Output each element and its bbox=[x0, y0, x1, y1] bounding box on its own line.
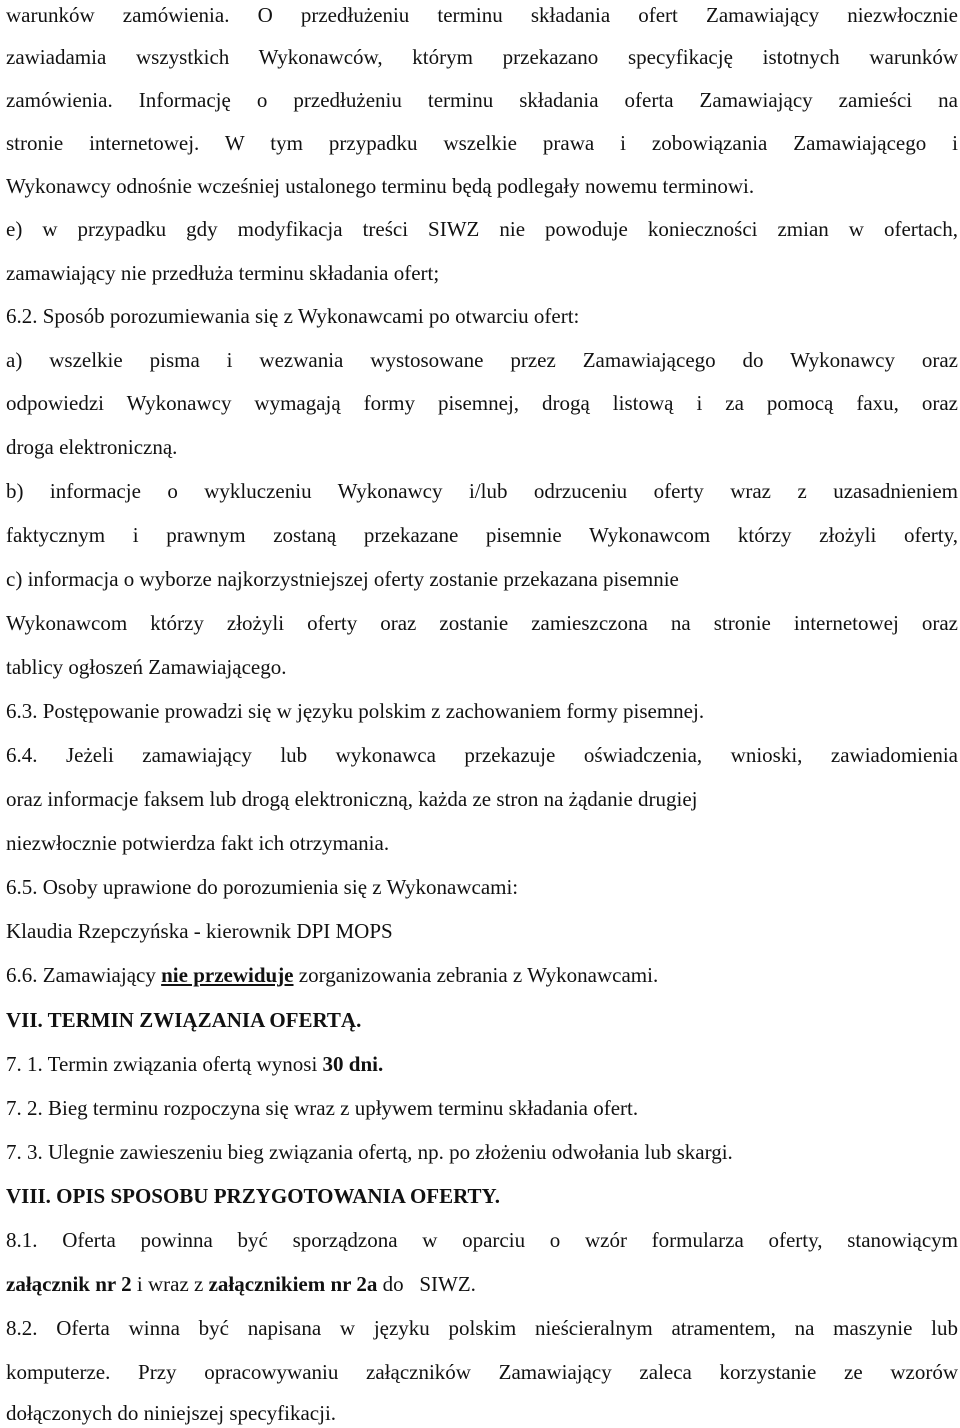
heading-viii: VIII. OPIS SPOSOBU PRZYGOTOWANIA OFERTY. bbox=[6, 1184, 501, 1208]
attachment-2: załącznik nr 2 bbox=[6, 1272, 132, 1296]
attachment-mid: i wraz z bbox=[131, 1272, 209, 1296]
section-7-1 bbox=[6, 1049, 958, 1079]
section-7-2: 7. 2. Bieg terminu rozpoczyna się wraz z upływem terminu składania ofert. bbox=[6, 1096, 639, 1120]
text-line: warunków zamówienia. O przedłużeniu terminu składania ofert Zamawiający niezwłocznie bbox=[6, 3, 958, 27]
section-7-1-prefix: 7. 1. Termin związania ofertą wynosi bbox=[6, 1052, 323, 1076]
text-line: dołączonych do niniejszej specyfikacji. bbox=[6, 1401, 337, 1425]
text-line: droga elektroniczną. bbox=[6, 435, 178, 459]
text-line: Wykonawcy odnośnie wcześniej ustalonego terminu będą podlegały nowemu terminowi. bbox=[6, 174, 755, 198]
section-7-3: 7. 3. Ulegnie zawieszeniu bieg związania ofertą, np. po złożeniu odwołania lub skargi. bbox=[6, 1140, 733, 1164]
text-line: niezwłocznie potwierdza fakt ich otrzymania. bbox=[6, 831, 390, 855]
text-line: b) informacje o wykluczeniu Wykonawcy i/lub odrzuceniu oferty wraz z uzasadnieniem bbox=[6, 479, 958, 503]
text-line: Wykonawcom którzy złożyli oferty oraz zostanie zamieszczona na stronie internetowej oraz bbox=[6, 611, 958, 635]
heading-vii: VII. TERMIN ZWIĄZANIA OFERTĄ. bbox=[6, 1008, 362, 1032]
section-6-2: 6.2. Sposób porozumiewania się z Wykonawcami po otwarciu ofert: bbox=[6, 304, 580, 328]
text-line: e) w przypadku gdy modyfikacja treści SIWZ nie powoduje konieczności zmian w ofertach, bbox=[6, 217, 958, 241]
section-6-4: 6.4. Jeżeli zamawiający lub wykonawca przekazuje oświadczenia, wnioski, zawiadomienia bbox=[6, 743, 958, 767]
text-line: komputerze. Przy opracowywaniu załączników Zamawiający zaleca korzystanie ze wzorów bbox=[6, 1360, 958, 1384]
section-6-6 bbox=[6, 960, 958, 990]
text-line: zawiadamia wszystkich Wykonawców, którym przekazano specyfikację istotnych warunków bbox=[6, 45, 958, 69]
text-line: zamawiający nie przedłuża terminu składania ofert; bbox=[6, 261, 440, 285]
attachment-suffix: do SIWZ. bbox=[377, 1272, 476, 1296]
text-line: a) wszelkie pisma i wezwania wystosowane przez Zamawiającego do Wykonawcy oraz bbox=[6, 348, 958, 372]
section-8-1: 8.1. Oferta powinna być sporządzona w oparciu o wzór formularza oferty, stanowiącym bbox=[6, 1228, 958, 1252]
text-line: faktycznym i prawnym zostaną przekazane pisemnie Wykonawcom którzy złożyli oferty, bbox=[6, 523, 958, 547]
text-line: odpowiedzi Wykonawcy wymagają formy pisemnej, drogą listową i za pomocą faxu, oraz bbox=[6, 391, 958, 415]
section-8-1-cont bbox=[6, 1269, 958, 1299]
not-planned-emphasis: nie przewiduje bbox=[161, 963, 294, 987]
text-line: oraz informacje faksem lub drogą elektroniczną, każda ze stron na żądanie drugiej bbox=[6, 787, 698, 811]
contact-person: Klaudia Rzepczyńska - kierownik DPI MOPS bbox=[6, 919, 393, 943]
attachment-2a: załącznikiem nr 2a bbox=[208, 1272, 378, 1296]
section-6-6-suffix: zorganizowania zebrania z Wykonawcami. bbox=[293, 963, 659, 987]
section-6-6-prefix: 6.6. Zamawiający bbox=[6, 963, 162, 987]
text-line: c) informacja o wyborze najkorzystniejszej oferty zostanie przekazana pisemnie bbox=[6, 567, 679, 591]
validity-period: 30 dni. bbox=[322, 1052, 384, 1076]
text-line: tablicy ogłoszeń Zamawiającego. bbox=[6, 655, 287, 679]
text-line: stronie internetowej. W tym przypadku wszelkie prawa i zobowiązania Zamawiającego i bbox=[6, 131, 958, 155]
text-line: zamówienia. Informację o przedłużeniu terminu składania oferta Zamawiający zamieści na bbox=[6, 88, 958, 112]
section-8-2: 8.2. Oferta winna być napisana w języku polskim nieścieralnym atramentem, na maszynie lub bbox=[6, 1316, 958, 1340]
section-6-3: 6.3. Postępowanie prowadzi się w języku polskim z zachowaniem formy pisemnej. bbox=[6, 699, 705, 723]
section-6-5: 6.5. Osoby uprawione do porozumienia się z Wykonawcami: bbox=[6, 875, 519, 899]
